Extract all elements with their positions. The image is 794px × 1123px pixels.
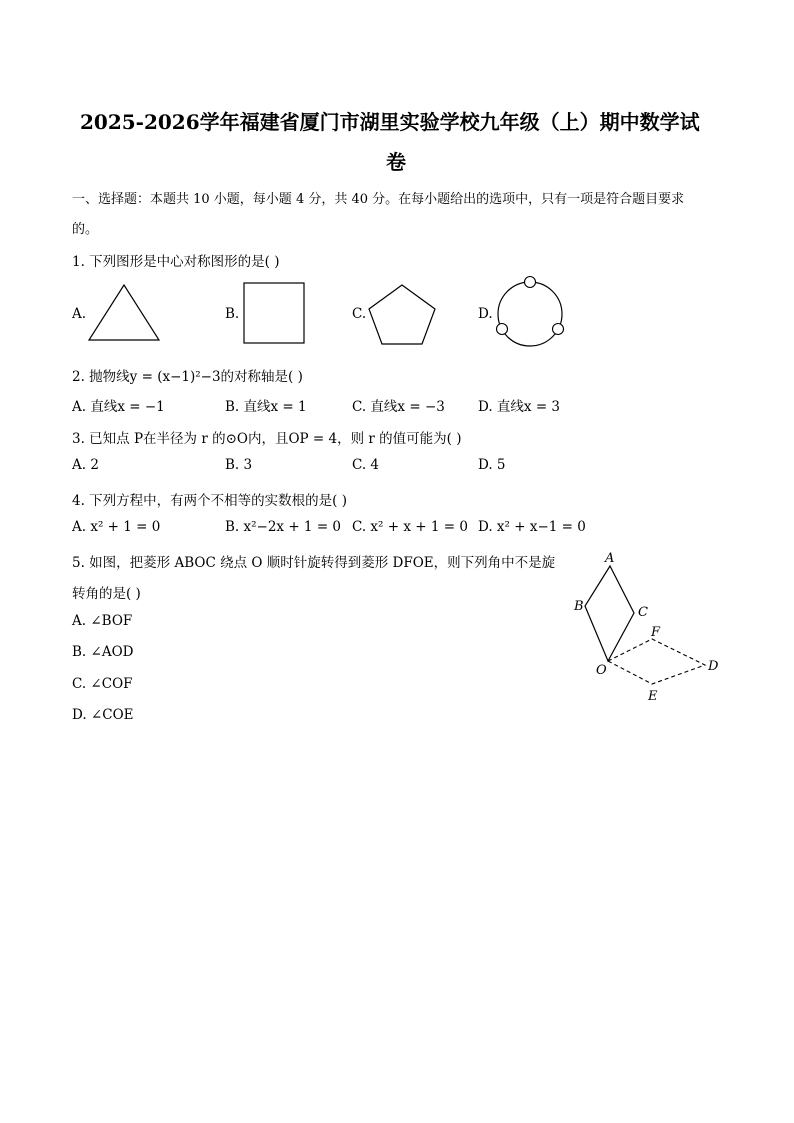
point-label-o: O bbox=[596, 663, 607, 678]
question-4-option-a: A. x² + 1 = 0 bbox=[72, 519, 161, 535]
section-header: 一、选择题：本题共 10 小题，每小题 4 分，共 40 分。在每小题给出的选项中，只有一项是符合题目要求 bbox=[72, 192, 685, 207]
question-4-option-c: C. x² + x + 1 = 0 bbox=[352, 519, 468, 535]
question-2-option-b: B. 直线x = 1 bbox=[225, 399, 307, 415]
question-1-option-c-label: C. bbox=[352, 306, 367, 322]
rhombus-rotation-figure bbox=[565, 548, 730, 708]
question-5-stem-continued: 转角的是( ) bbox=[72, 586, 141, 602]
question-3-option-c: C. 4 bbox=[352, 457, 380, 473]
question-3-option-b: B. 3 bbox=[225, 457, 253, 473]
question-2-option-a: A. 直线x = −1 bbox=[72, 399, 165, 415]
point-label-a: A bbox=[605, 551, 615, 566]
question-3-stem: 3. 已知点 P在半径为 r 的⊙O内，且OP = 4，则 r 的值可能为( ) bbox=[72, 431, 462, 447]
page-title: 2025-2026学年福建省厦门市湖里实验学校九年级（上）期中数学试 bbox=[80, 110, 700, 134]
triangle-figure bbox=[86, 282, 162, 344]
question-1-stem: 1. 下列图形是中心对称图形的是( ) bbox=[72, 254, 280, 270]
question-3-option-d: D. 5 bbox=[478, 457, 506, 473]
question-4-stem: 4. 下列方程中，有两个不相等的实数根的是( ) bbox=[72, 493, 347, 509]
pentagon-figure bbox=[366, 282, 438, 346]
question-2-stem: 2. 抛物线y = (x−1)²−3的对称轴是( ) bbox=[72, 369, 303, 385]
point-label-f: F bbox=[651, 625, 661, 640]
point-label-c: C bbox=[638, 605, 648, 620]
question-4-option-d: D. x² + x−1 = 0 bbox=[478, 519, 586, 535]
point-label-e: E bbox=[648, 689, 658, 704]
question-3-option-a: A. 2 bbox=[72, 457, 99, 473]
question-5-option-b: B. ∠AOD bbox=[72, 644, 134, 660]
question-5-option-c: C. ∠COF bbox=[72, 676, 133, 692]
page-title-continued: 卷 bbox=[386, 150, 406, 174]
circle-with-small-circles-figure bbox=[492, 274, 568, 350]
question-2-option-d: D. 直线x = 3 bbox=[478, 399, 561, 415]
question-1-option-b-label: B. bbox=[225, 306, 240, 322]
section-header-continued: 的。 bbox=[72, 222, 99, 237]
question-4-option-b: B. x²−2x + 1 = 0 bbox=[225, 519, 342, 535]
question-2-option-c: C. 直线x = −3 bbox=[352, 399, 445, 415]
question-1-option-a-label: A. bbox=[72, 306, 87, 322]
question-5-option-d: D. ∠COE bbox=[72, 707, 134, 723]
point-label-b: B bbox=[574, 599, 584, 614]
question-1-option-d-label: D. bbox=[478, 306, 493, 322]
question-5-option-a: A. ∠BOF bbox=[72, 613, 133, 629]
point-label-d: D bbox=[708, 659, 719, 674]
square-figure bbox=[242, 282, 306, 344]
question-5-stem: 5. 如图，把菱形 ABOC 绕点 O 顺时针旋转得到菱形 DFOE，则下列角中不是旋 bbox=[72, 555, 556, 571]
